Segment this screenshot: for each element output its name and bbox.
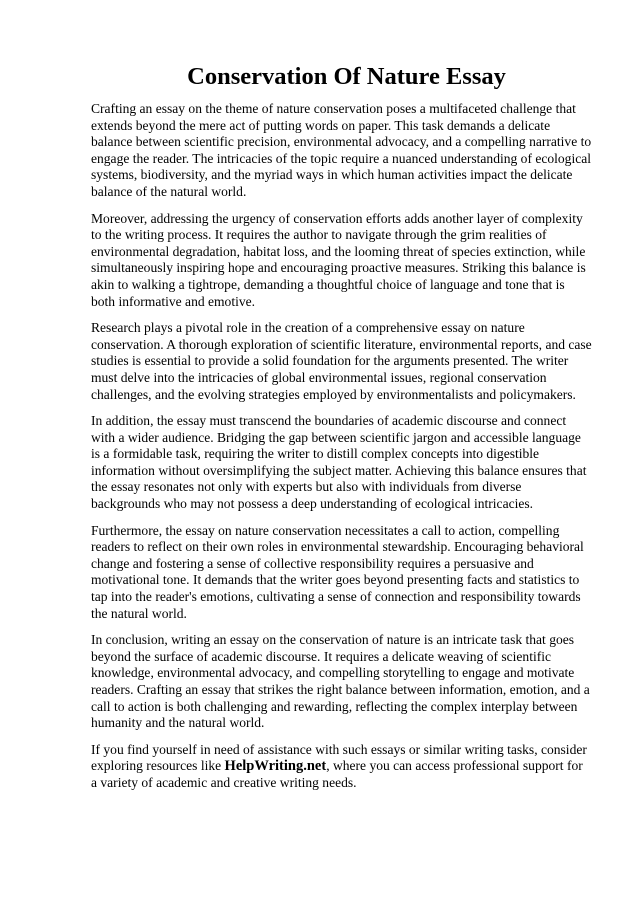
- paragraph-2: Moreover, addressing the urgency of conservation efforts adds another layer of complexity to the writing process. It requires the author to navigate through the grim realities of environmental degradation, habitat loss, and the looming threat of species extinction, while simultaneously inspiring hope and encouraging proactive measures. Striking this balance is akin to walking a tightrope, demanding a thoughtful choice of language and tone that is both informative and emotive.: [91, 210, 586, 309]
- paragraph-4: In addition, the essay must transcend the boundaries of academic discourse and connect with a wider audience. Bridging the gap between scientific jargon and accessible language is a formidable task, requiring the writer to distill complex concepts into digestible information without oversimplifying the subject matter. Achieving this balance ensures that the essay resonates not only with experts but also with individuals from diverse backgrounds who may not possess a deep understanding of ecological intricacies.: [91, 413, 587, 512]
- essay-body: [91, 101, 592, 792]
- closing-text-after-link: , where you can access professional support for a variety of academic and creative writing needs.: [91, 758, 583, 790]
- page-title: Conservation Of Nature Essay: [187, 63, 506, 90]
- closing-paragraph: [91, 742, 592, 792]
- paragraph-3: Research plays a pivotal role in the creation of a comprehensive essay on nature conservation. A thorough exploration of scientific literature, environmental reports, and case studies is essential to provide a solid foundation for the arguments presented. The writer must delve into the intricacies of global environmental issues, regional conservation challenges, and the evolving strategies employed by environmentalists and policymakers.: [91, 320, 592, 402]
- paragraph-1: Crafting an essay on the theme of nature conservation poses a multifaceted challenge that extends beyond the mere act of putting words on paper. This task demands a delicate balance between scientific precision, environmental advocacy, and a compelling narrative to engage the reader. The intricacies of the topic require a nuanced understanding of ecological systems, biodiversity, and the myriad ways in which human activities impact the delicate balance of the natural world.: [91, 101, 592, 199]
- closing-text-before-link: If you find yourself in need of assistance with such essays or similar writing tasks, consider exploring resources like: [91, 741, 587, 774]
- paragraph-6: In conclusion, writing an essay on the conservation of nature is an intricate task that goes beyond the surface of academic discourse. It requires a delicate weaving of scientific knowledge, environmental advocacy, and compelling storytelling to engage and motivate readers. Crafting an essay that strikes the right balance between information, emotion, and a call to action is both challenging and rewarding, reflecting the complex interplay between humanity and the natural world.: [91, 632, 590, 731]
- paragraph-5: Furthermore, the essay on nature conservation necessitates a call to action, compelling readers to reflect on their own roles in environmental stewardship. Encouraging behavioral change and fostering a sense of collective responsibility requires a persuasive and motivational tone. It demands that the writer goes beyond presenting facts and statistics to tap into the reader's emotions, cultivating a sense of connection and responsibility towards the natural world.: [91, 522, 584, 621]
- helpwriting-link[interactable]: HelpWriting.net: [224, 758, 327, 775]
